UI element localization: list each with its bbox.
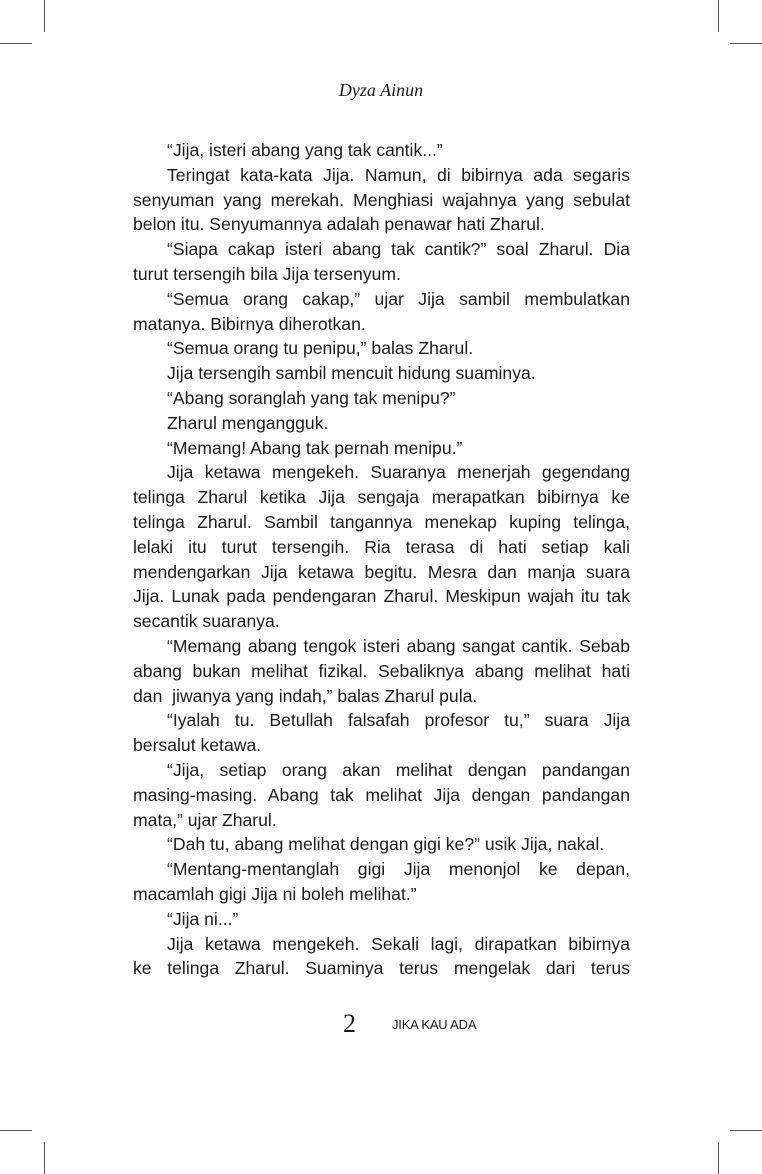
text-line: secantik suaranya. bbox=[133, 611, 280, 632]
paragraph bbox=[133, 832, 630, 857]
paragraph bbox=[133, 411, 630, 436]
paragraph bbox=[133, 857, 630, 907]
text-line: “Abang soranglah yang tak menipu?” bbox=[167, 387, 456, 408]
crop-mark-bottom-left-vertical bbox=[44, 1142, 45, 1174]
text-line: Jija tersengih sambil mencuit hidung suaminya. bbox=[167, 363, 536, 384]
text-line: “Jija, isteri abang yang tak cantik...” bbox=[167, 140, 443, 160]
text-line: telinga Zharul ketika Jija sengaja merapatkan bibirnya ke bbox=[133, 487, 630, 508]
crop-mark-top-left-vertical bbox=[44, 0, 45, 32]
paragraph bbox=[133, 287, 630, 337]
crop-mark-top-right-vertical bbox=[718, 0, 719, 32]
page-footer bbox=[0, 1008, 762, 1040]
text-line: “Jija, setiap orang akan melihat dengan pandangan bbox=[167, 759, 630, 780]
text-line: macamlah gigi Jija ni boleh melihat.” bbox=[133, 883, 417, 904]
text-line: bersalut ketawa. bbox=[133, 735, 262, 756]
text-line: “Semua orang tu penipu,” balas Zharul. bbox=[167, 338, 474, 359]
text-line: turut tersengih bila Jija tersenyum. bbox=[133, 263, 401, 284]
crop-mark-top-left-horizontal bbox=[0, 43, 32, 44]
text-line: Zharul mengangguk. bbox=[167, 412, 329, 433]
text-line: masing-masing. Abang tak melihat Jija dengan pandangan bbox=[133, 784, 630, 805]
paragraph bbox=[133, 932, 630, 982]
paragraph bbox=[133, 907, 630, 932]
text-line: “Siapa cakap isteri abang tak cantik?” soal Zharul. Dia bbox=[167, 239, 630, 260]
text-line: “Memang abang tengok isteri abang sangat cantik. Sebab bbox=[167, 635, 630, 656]
text-line: “Semua orang cakap,” ujar Jija sambil membulatkan bbox=[167, 288, 630, 309]
crop-mark-bottom-left-horizontal bbox=[0, 1130, 32, 1131]
text-line: “Jija ni...” bbox=[167, 908, 239, 929]
paragraph bbox=[133, 138, 630, 163]
text-line: ke telinga Zharul. Suaminya terus mengelak dari terus bbox=[133, 958, 630, 979]
text-line: belon itu. Senyumannya adalah penawar hati Zharul. bbox=[133, 214, 545, 235]
book-title: JIKA KAU ADA bbox=[392, 1017, 477, 1032]
crop-mark-bottom-right-vertical bbox=[718, 1142, 719, 1174]
text-line: mata,” ujar Zharul. bbox=[133, 809, 277, 830]
crop-mark-top-right-horizontal bbox=[730, 43, 762, 44]
paragraph bbox=[133, 336, 630, 361]
crop-mark-bottom-right-horizontal bbox=[730, 1130, 762, 1131]
paragraph bbox=[133, 163, 630, 237]
text-line: matanya. Bibirnya diherotkan. bbox=[133, 313, 366, 334]
paragraph bbox=[133, 708, 630, 758]
paragraph bbox=[133, 386, 630, 411]
text-line: Jija ketawa mengekeh. Sekali lagi, dirapatkan bibirnya bbox=[167, 933, 630, 954]
text-line: “Dah tu, abang melihat dengan gigi ke?” usik Jija, nakal. bbox=[167, 834, 605, 855]
text-line: “Mentang-mentanglah gigi Jija menonjol ke depan, bbox=[167, 859, 630, 880]
body-text bbox=[133, 138, 630, 981]
text-line: telinga Zharul. Sambil tangannya menekap kuping telinga, bbox=[133, 511, 630, 532]
text-line: mendengarkan Jija ketawa begitu. Mesra dan manja suara bbox=[133, 561, 630, 582]
text-line: Jija. Lunak pada pendengaran Zharul. Meskipun wajah itu tak bbox=[133, 586, 630, 607]
text-line: lelaki itu turut tersengih. Ria terasa di hati setiap kali bbox=[133, 536, 630, 557]
page-number: 2 bbox=[343, 1009, 356, 1038]
text-line: “Memang! Abang tak pernah menipu.” bbox=[167, 437, 463, 458]
paragraph bbox=[133, 436, 630, 461]
text-line: Teringat kata-kata Jija. Namun, di bibirnya ada segaris bbox=[167, 164, 630, 185]
paragraph bbox=[133, 758, 630, 832]
paragraph bbox=[133, 460, 630, 634]
text-line: senyuman yang merekah. Menghiasi wajahnya yang sebulat bbox=[133, 189, 630, 210]
text-line: dan jiwanya yang indah,” balas Zharul pula. bbox=[133, 685, 478, 706]
text-line: Jija ketawa mengekeh. Suaranya menerjah gegendang bbox=[167, 462, 630, 483]
paragraph bbox=[133, 634, 630, 708]
running-head-author: Dyza Ainun bbox=[338, 80, 424, 100]
paragraph bbox=[133, 237, 630, 287]
paragraph bbox=[133, 361, 630, 386]
text-line: “Iyalah tu. Betullah falsafah profesor tu,” suara Jija bbox=[167, 710, 630, 731]
text-line: abang bukan melihat fizikal. Sebaliknya abang melihat hati bbox=[133, 660, 630, 681]
